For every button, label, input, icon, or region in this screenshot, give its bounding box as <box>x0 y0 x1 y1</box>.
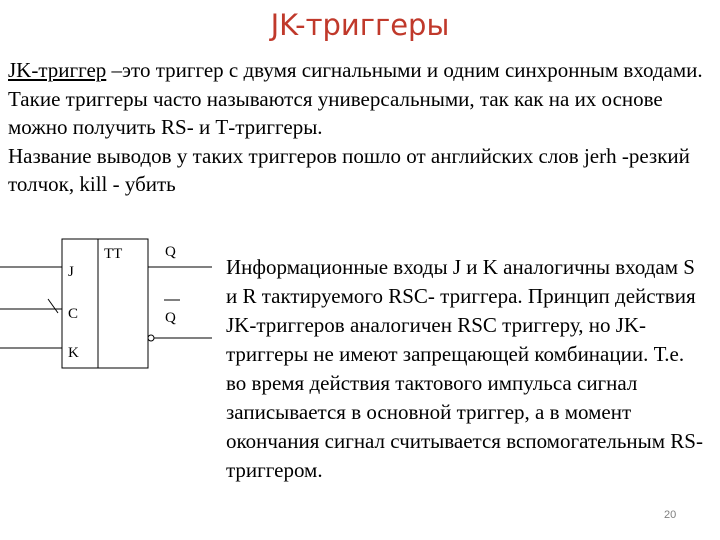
universal-paragraph: Такие триггеры часто называются универсальными, так как на их основе можно получить RS- и Т-триггеры. <box>8 86 663 139</box>
block-label: TT <box>104 246 123 262</box>
output-label-qbar: Q <box>165 310 176 326</box>
slide-title: JK-триггеры <box>270 8 450 42</box>
side-description: Информационные входы J и K аналогичны входам S и R тактируемого RSC- триггера. Принцип действия JK-триггеров аналогичен RSC триггеру, но JK-триггеры не имеют запрещающей комбинации. Т.е. во время действия тактового импульса сигнал записывается в основной триггер, а в момент окончания сигнал считывается вспомогательным RS-триггером. <box>226 255 703 482</box>
naming-paragraph: Название выводов у таких триггеров пошло от английских слов jerh -резкий толчок, kill - убить <box>8 143 690 196</box>
input-label-c: C <box>68 306 79 322</box>
output-label-q: Q <box>165 244 176 260</box>
input-label-k: K <box>68 345 79 361</box>
intro-text <box>8 56 714 199</box>
jk-trigger-diagram <box>0 228 220 378</box>
inversion-bubble <box>148 335 154 341</box>
definition-text: –это триггер с двумя сигнальными и одним синхронным входами. <box>106 58 703 82</box>
clock-marker <box>48 299 58 313</box>
definition-paragraph <box>8 56 714 85</box>
term-jk-trigger: JK-триггер <box>8 58 107 82</box>
page-number: 20 <box>664 509 677 521</box>
input-label-j: J <box>68 264 74 280</box>
